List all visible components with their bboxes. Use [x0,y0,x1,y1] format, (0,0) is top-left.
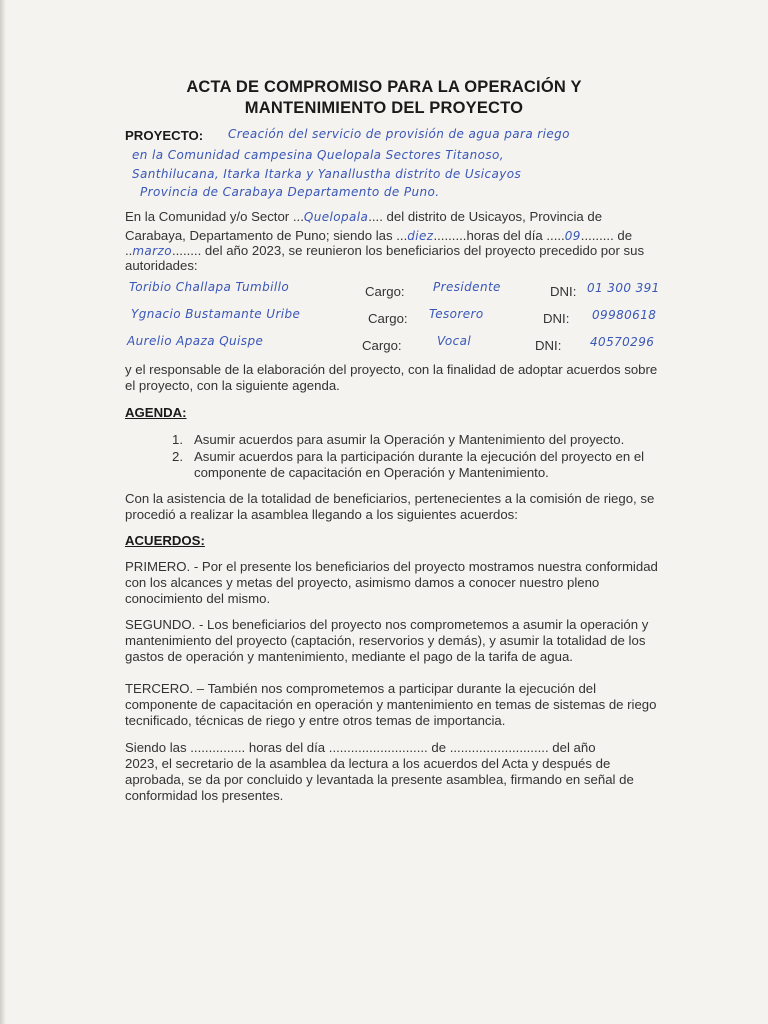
cierre-line1: Siendo las ............... horas del día ........................... de ........................... del año [125,740,596,755]
cargo-label: Cargo: [362,338,402,353]
authority-name: Aurelio Apaza Quispe [127,334,264,348]
dni-value: 40570296 [590,335,655,349]
cargo-value: Vocal [437,334,472,348]
cargo-label: Cargo: [365,284,405,299]
sector-handwritten: Quelopala [303,210,369,224]
primero-line2: con los alcances y metas del proyecto, asimismo damos a conocer nuestro pleno [125,575,600,590]
intro-line3: ..marzo........ del año 2023, se reunieron los beneficiarios del proyecto precedido por sus [125,243,645,258]
acuerdos-heading: ACUERDOS: [125,533,205,548]
intro-line2: Carabaya, Departamento de Puno; siendo las ...diez.........horas del día .....09......... de [125,228,633,243]
segundo-line3: gastos de operación y mantenimiento, mediante el pago de la tarifa de agua. [125,649,573,664]
cierre-line4: conformidad los presentes. [125,788,284,803]
tercero-line2: componente de capacitación en operación y mantenimiento en temas de sistemas de riego [125,697,657,712]
dni-label: DNI: [543,311,570,326]
asistencia-line2: procedió a realizar la asamblea llegando a los siguientes acuerdos: [125,507,518,522]
tercero-line1: TERCERO. – También nos comprometemos a participar durante la ejecución del [125,681,597,696]
agenda-item-number: 2. [172,449,183,464]
cargo-value: Presidente [433,280,501,294]
proyecto-handwritten-line1: Creación del servicio de provisión de agua para riego [228,127,570,141]
document-title-line2: MANTENIMIENTO DEL PROYECTO [244,99,524,117]
dni-value: 01 300 391 [587,281,660,295]
responsable-line2: el proyecto, con la siguiente agenda. [125,378,340,393]
dni-value: 09980618 [592,308,657,322]
cargo-value: Tesorero [429,307,484,321]
day-handwritten: 09 [564,229,581,243]
segundo-line2: mantenimiento del proyecto (captación, reservorios y demás), y asumir la totalidad de los [125,633,646,648]
dni-label: DNI: [550,284,577,299]
agenda-heading: AGENDA: [125,405,187,420]
primero-line3: conocimiento del mismo. [125,591,271,606]
intro-line1: En la Comunidad y/o Sector ...Quelopala.... del distrito de Usicayos, Provincia de [125,209,603,224]
proyecto-handwritten-line2: en la Comunidad campesina Quelopala Sectores Titanoso, [132,148,504,162]
intro-line4: autoridades: [125,258,198,273]
scan-edge-shadow [0,0,6,1024]
month-handwritten: marzo [132,244,172,258]
proyecto-handwritten-line3: Santhilucana, Itarka Itarka y Yanallustha distrito de Usicayos [132,167,522,181]
cargo-label: Cargo: [368,311,408,326]
authority-name: Toribio Challapa Tumbillo [129,280,290,294]
agenda-item-continuation: componente de capacitación en Operación y Mantenimiento. [194,465,549,480]
authority-name: Ygnacio Bustamante Uribe [131,307,301,321]
proyecto-handwritten-line4: Provincia de Carabaya Departamento de Puno. [140,185,440,199]
agenda-item [172,432,625,447]
responsable-line1: y el responsable de la elaboración del proyecto, con la finalidad de adoptar acuerdos sobre [125,362,658,377]
cierre-line3: aprobada, se da por concluido y levantada la presente asamblea, firmando en señal de [125,772,634,787]
cierre-line2: 2023, el secretario de la asamblea da lectura a los acuerdos del Acta y después de [125,756,611,771]
proyecto-label: PROYECTO: [125,128,204,143]
tercero-line3: tecnificado, técnicas de riego y entre otros temas de importancia. [125,713,506,728]
dni-label: DNI: [535,338,562,353]
agenda-item-text: Asumir acuerdos para asumir la Operación y Mantenimiento del proyecto. [194,432,625,447]
agenda-item-text: Asumir acuerdos para la participación durante la ejecución del proyecto en el [194,449,645,464]
agenda-item [172,449,645,464]
agenda-item-number: 1. [172,432,183,447]
asistencia-line1: Con la asistencia de la totalidad de beneficiarios, pertenecientes a la comisión de riego, se [125,491,655,506]
segundo-line1: SEGUNDO. - Los beneficiarios del proyecto nos comprometemos a asumir la operación y [125,617,649,632]
hour-handwritten: diez [407,229,434,243]
document-title-line1: ACTA DE COMPROMISO PARA LA OPERACIÓN Y [186,78,582,96]
primero-line1: PRIMERO. - Por el presente los beneficiarios del proyecto mostramos nuestra conformidad [125,559,658,574]
